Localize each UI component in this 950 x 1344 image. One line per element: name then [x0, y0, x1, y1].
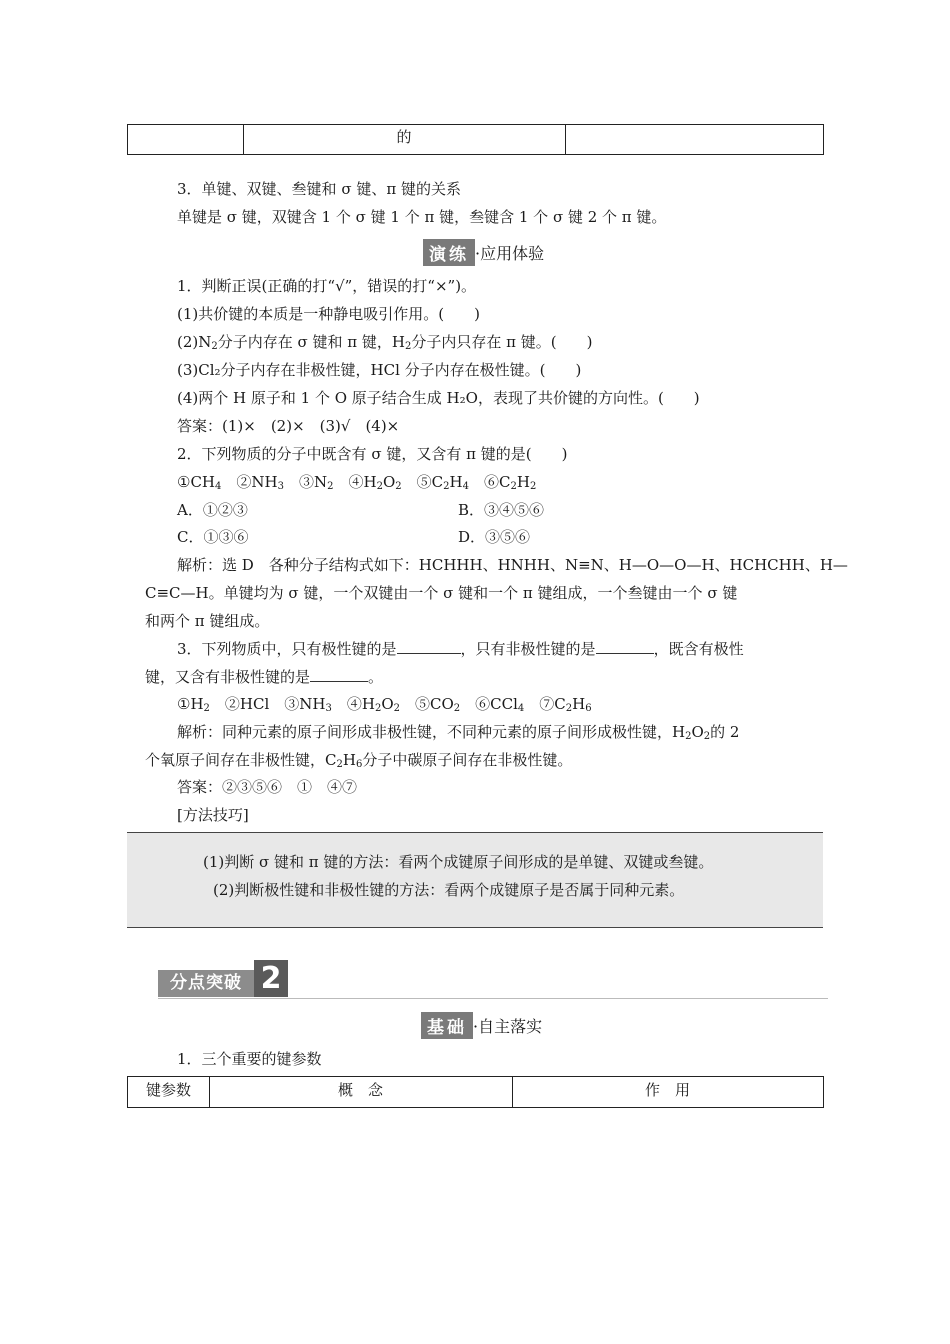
question-item: (1)共价键的本质是一种静电吸引作用。( ): [177, 305, 480, 323]
key-params-table: [127, 1076, 824, 1108]
subscript: 2: [327, 481, 334, 492]
key-params-heading: 1．三个重要的键参数: [177, 1050, 322, 1068]
text-fragment: (2)N: [177, 333, 212, 351]
choice-b: B．③④⑤⑥: [458, 501, 545, 519]
text-fragment: H: [516, 473, 530, 491]
question-item: [177, 332, 593, 352]
text-fragment: ④H: [333, 473, 377, 491]
subscript: 2: [405, 341, 412, 352]
section-body: 单键是 σ 键，双键含 1 个 σ 键 1 个 π 键，叁键含 1 个 σ 键 2 个 π 键。: [177, 208, 667, 226]
section-rule: [158, 998, 828, 999]
section-banner-number: 2: [254, 960, 288, 997]
answer-blank: [310, 667, 368, 682]
text-fragment: O: [691, 723, 704, 741]
text-fragment: 分子内只存在 π 键。( ): [411, 333, 593, 351]
analysis-line: [145, 750, 572, 770]
subscript: 2: [336, 759, 343, 770]
text-fragment: ⑦C: [524, 695, 566, 713]
text-fragment: 。: [368, 668, 384, 686]
subscript: 2: [685, 731, 692, 742]
choice-a: A．①②③: [177, 501, 248, 519]
practice-badge: [423, 239, 544, 266]
question-stem-cont: [145, 667, 383, 687]
badge-label: 演练: [423, 239, 475, 266]
answer-line: 答案：(1)× (2)× (3)√ (4)×: [177, 417, 400, 435]
choice-c: C．①③⑥: [177, 528, 249, 546]
subscript: 6: [355, 759, 363, 770]
subscript: 4: [517, 703, 525, 714]
answer-blank: [397, 639, 461, 654]
text-fragment: 解析：同种元素的原子间形成非极性键，不同种元素的原子间形成极性键，H: [177, 723, 686, 741]
text-fragment: ⑥C: [468, 473, 511, 491]
table-cell: 的: [396, 128, 412, 146]
text-fragment: 的 2: [710, 723, 740, 741]
table-divider: [565, 125, 566, 154]
method-tip: (1)判断 σ 键和 π 键的方法：看两个成键原子间形成的是单键、双键或叁键。: [203, 853, 714, 871]
badge-label: 基础: [421, 1012, 473, 1039]
subscript: 2: [510, 481, 517, 492]
substance-options: [177, 694, 592, 714]
text-fragment: ③N: [283, 473, 328, 491]
text-fragment: O: [381, 695, 394, 713]
text-fragment: H: [449, 473, 463, 491]
subscript: 2: [376, 481, 383, 492]
subscript: 4: [462, 481, 469, 492]
question-item: (4)两个 H 原子和 1 个 O 原子结合生成 H₂O，表现了共价键的方向性。( ): [177, 389, 700, 407]
subscript: 2: [529, 481, 537, 492]
subscript: 2: [203, 703, 210, 714]
text-fragment: O: [382, 473, 396, 491]
subscript: 2: [374, 703, 382, 714]
table-header-cell: 作 用: [644, 1081, 690, 1099]
subscript: 2: [703, 731, 711, 742]
text-fragment: ⑥CCl: [460, 695, 518, 713]
badge-suffix: ·自主落实: [473, 1017, 543, 1036]
subscript: 2: [443, 481, 450, 492]
method-tips-box: [127, 832, 823, 928]
subscript: 6: [585, 703, 592, 714]
question-item: (3)Cl₂分子内存在非极性键，HCl 分子内存在极性键。( ): [177, 361, 582, 379]
text-fragment: ⑤CO: [400, 695, 454, 713]
badge-suffix: ·应用体验: [475, 244, 545, 263]
subscript: 4: [215, 481, 222, 492]
table-header-cell: 概 念: [337, 1081, 383, 1099]
substance-options: [177, 472, 536, 492]
question-stem: 2．下列物质的分子中既含有 σ 键，又含有 π 键的是( ): [177, 445, 568, 463]
text-fragment: ①H: [177, 695, 204, 713]
analysis-line: 解析：选 D 各种分子结构式如下：HCHHH、HNHH、N≡N、H—O—O—H、HCHCHH、H—: [177, 556, 848, 574]
question-stem: 1．判断正误(正确的打“√”，错误的打“×”)。: [177, 277, 477, 295]
subscript: 2: [393, 703, 400, 714]
subscript: 2: [565, 703, 573, 714]
text-fragment: ⑤C: [401, 473, 444, 491]
analysis-line: C≡C—H。单键均为 σ 键，一个双键由一个 σ 键和一个 π 键组成，一个叁键由一个 σ 键: [145, 584, 738, 602]
text-fragment: 键，又含有非极性键的是: [145, 668, 311, 686]
subscript: 3: [325, 703, 332, 714]
text-fragment: H: [342, 751, 356, 769]
text-fragment: ，只有非极性键的是: [460, 640, 596, 658]
subscript: 3: [277, 481, 284, 492]
method-tip: (2)判断极性键和非极性键的方法：看两个成键原子是否属于同种元素。: [213, 881, 685, 899]
basics-badge: [421, 1012, 542, 1039]
question-stem: [177, 639, 744, 659]
table-header-cell: 键参数: [145, 1081, 191, 1099]
analysis-line: 和两个 π 键组成。: [145, 612, 270, 630]
answer-blank: [596, 639, 654, 654]
subscript: 2: [395, 481, 402, 492]
text-fragment: ④H: [331, 695, 375, 713]
top-table: [127, 124, 824, 155]
text-fragment: H: [572, 695, 586, 713]
text-fragment: ②HCl ③NH: [209, 695, 326, 713]
text-fragment: ，既含有极性: [653, 640, 744, 658]
choice-d: D．③⑤⑥: [458, 528, 531, 546]
text-fragment: 个氧原子间存在非极性键，C: [145, 751, 337, 769]
text-fragment: ①CH: [177, 473, 216, 491]
method-label: [方法技巧]: [177, 806, 249, 824]
section-banner-label: 分点突破: [158, 970, 254, 997]
text-fragment: 分子中碳原子间存在非极性键。: [362, 751, 573, 769]
text-fragment: ②NH: [221, 473, 278, 491]
section-heading: 3．单键、双键、叁键和 σ 键、π 键的关系: [177, 180, 461, 198]
subscript: 2: [211, 341, 218, 352]
subscript: 2: [453, 703, 461, 714]
text-fragment: 3．下列物质中，只有极性键的是: [177, 640, 397, 658]
text-fragment: 分子内存在 σ 键和 π 键，H: [217, 333, 406, 351]
analysis-line: [177, 722, 739, 742]
answer-line: 答案：②③⑤⑥ ① ④⑦: [177, 778, 358, 796]
